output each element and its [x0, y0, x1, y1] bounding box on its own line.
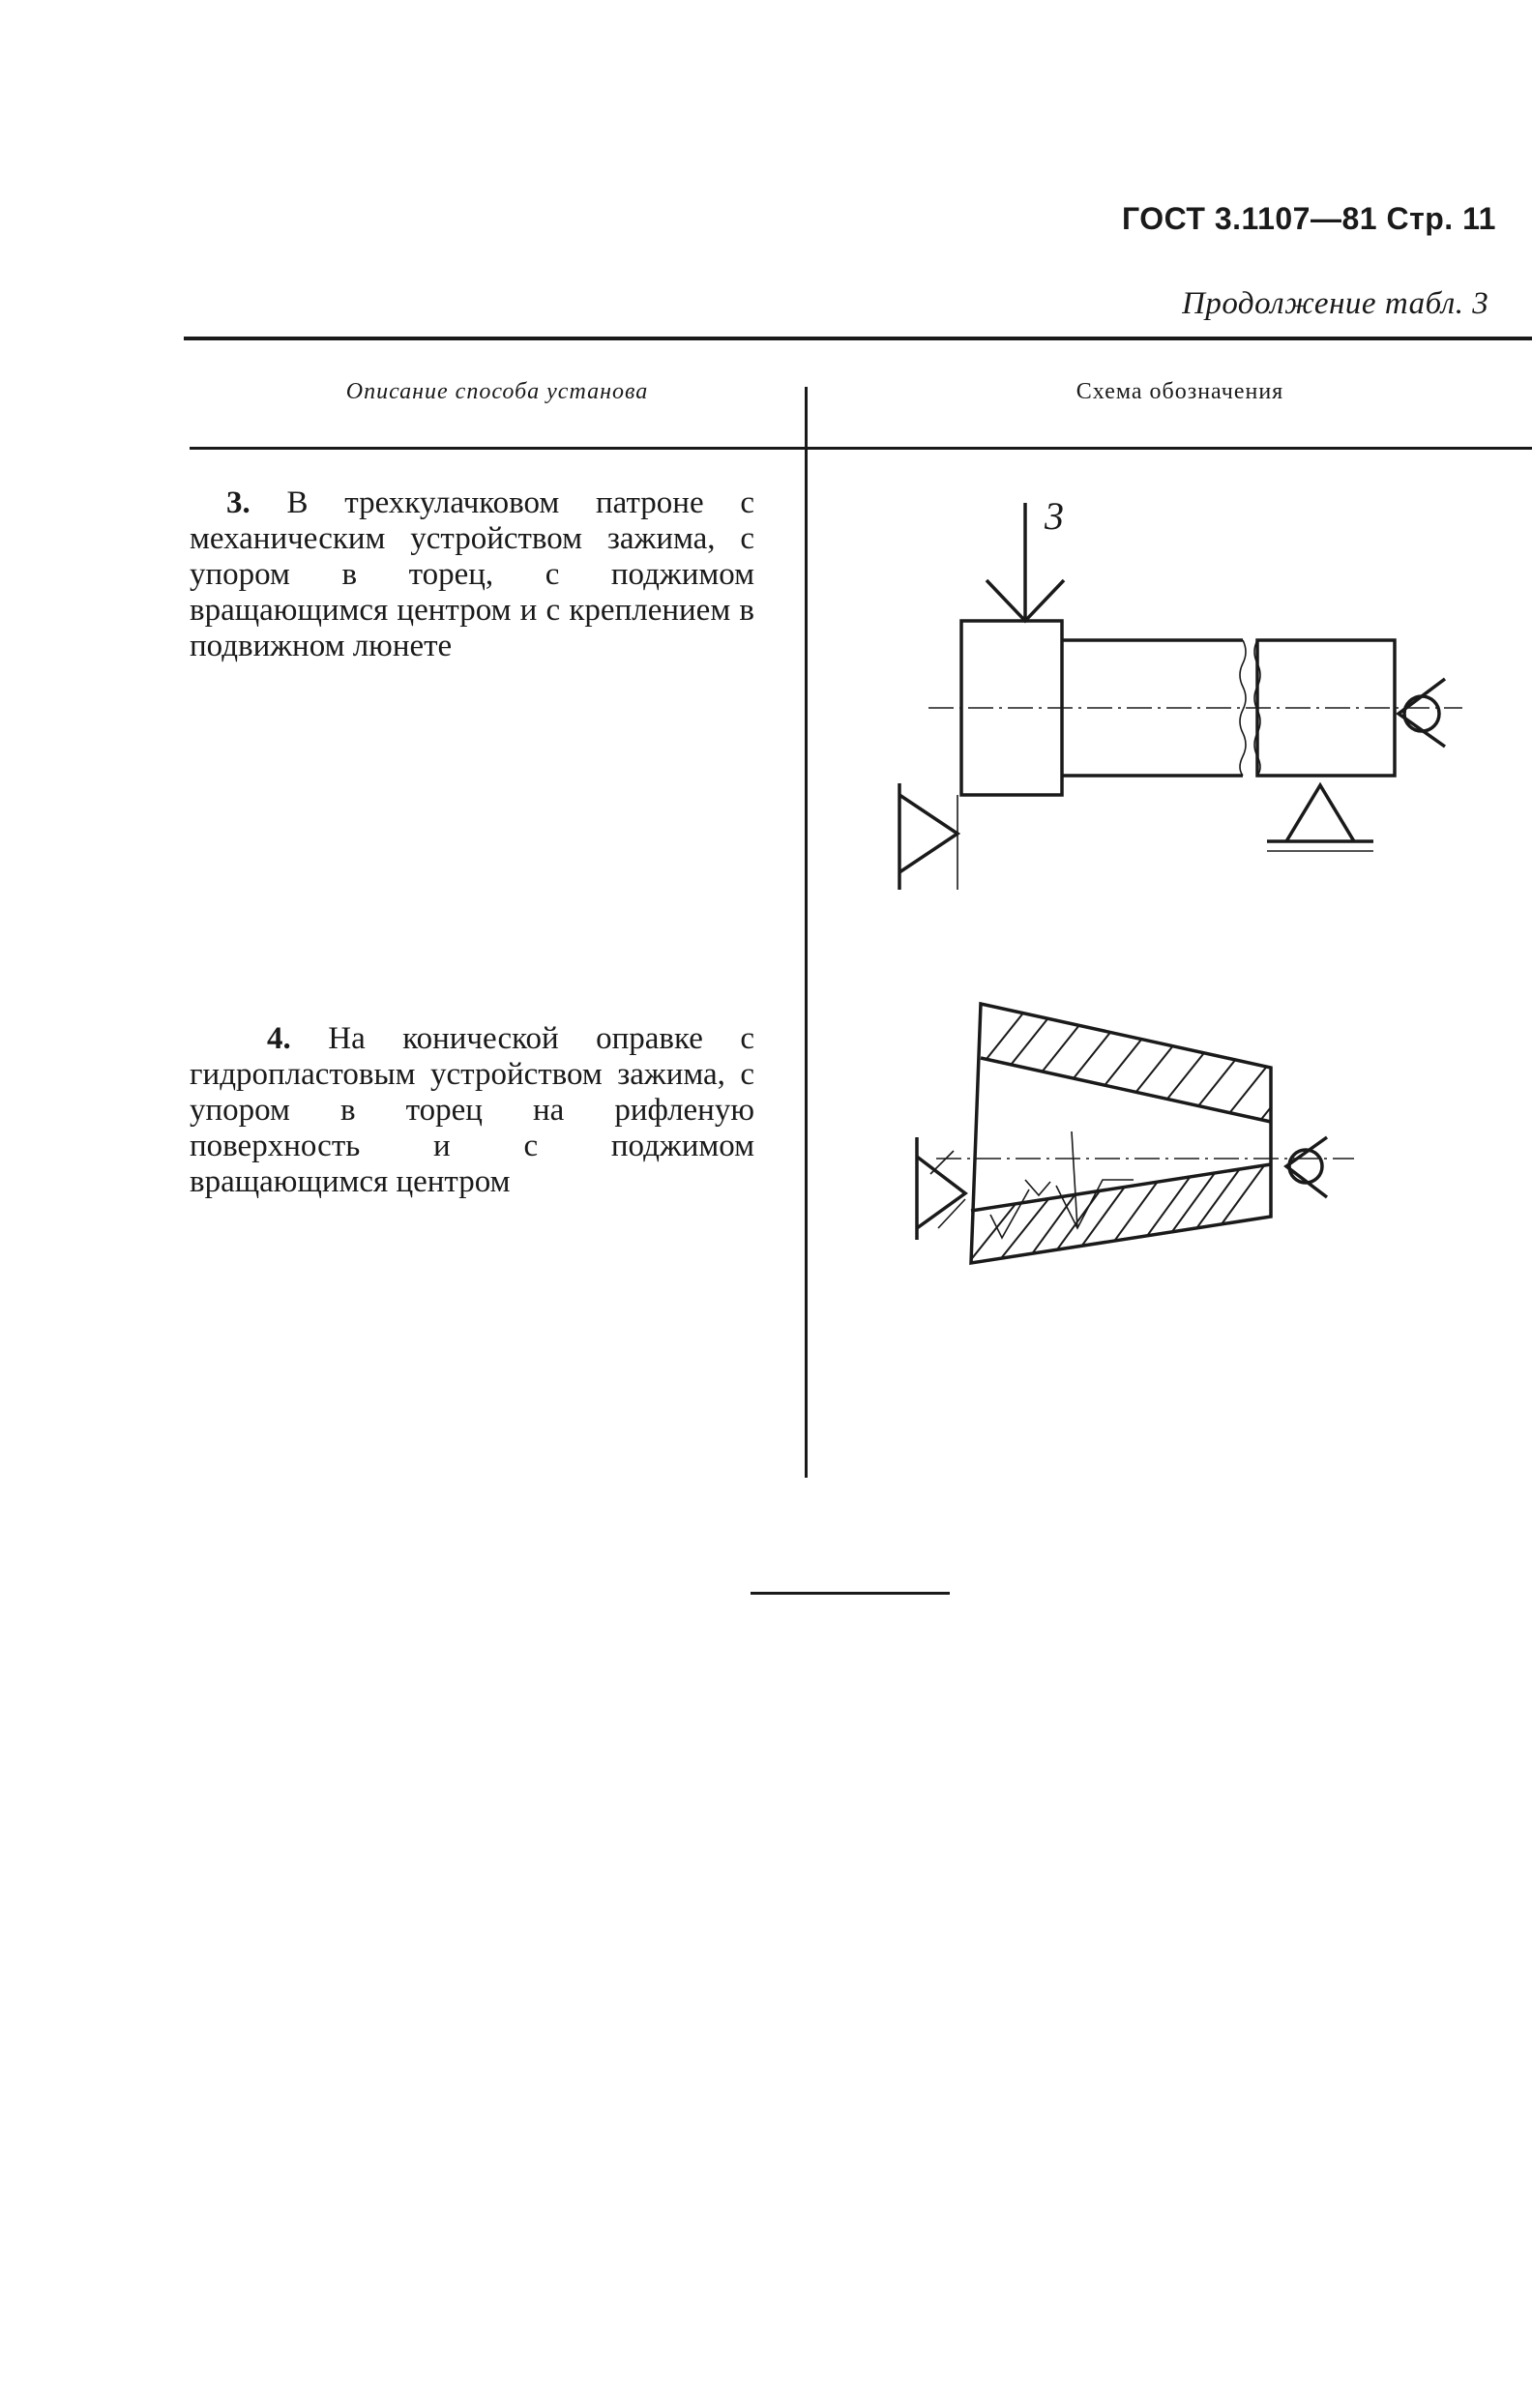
scheme-clamp-label: 3 — [1045, 494, 1064, 538]
table-continuation-label: Продолжение табл. 3 — [1182, 286, 1489, 321]
row-number: 4. — [267, 1021, 291, 1056]
column-divider — [805, 387, 808, 1478]
row-description: На конической оправке с гидропластовым устройством зажима, с упором в торец на рифленую поверхность и с поджимом вращающимся центром — [190, 1021, 755, 1199]
conical-mandrel-scheme-icon — [890, 986, 1509, 1344]
table-header-rule — [190, 447, 1532, 450]
column-header-description: Описание способа установа — [345, 379, 649, 404]
row-number: 3. — [226, 485, 250, 520]
lathe-chuck-steady-rest-scheme-icon — [870, 484, 1489, 909]
table-top-rule — [184, 337, 1532, 340]
column-header-scheme: Схема обозначения — [1075, 379, 1284, 404]
table-row — [190, 1021, 754, 1200]
document-code: ГОСТ 3.1107—81 Стр. 11 — [1122, 201, 1496, 236]
row-description: В трехкулачковом патроне с механическим устройством зажима, с упором в торец, с поджимом вращающимся центром и с креплением в подвижном люнете — [190, 485, 754, 663]
end-rule — [751, 1592, 950, 1595]
table-row — [190, 485, 754, 664]
